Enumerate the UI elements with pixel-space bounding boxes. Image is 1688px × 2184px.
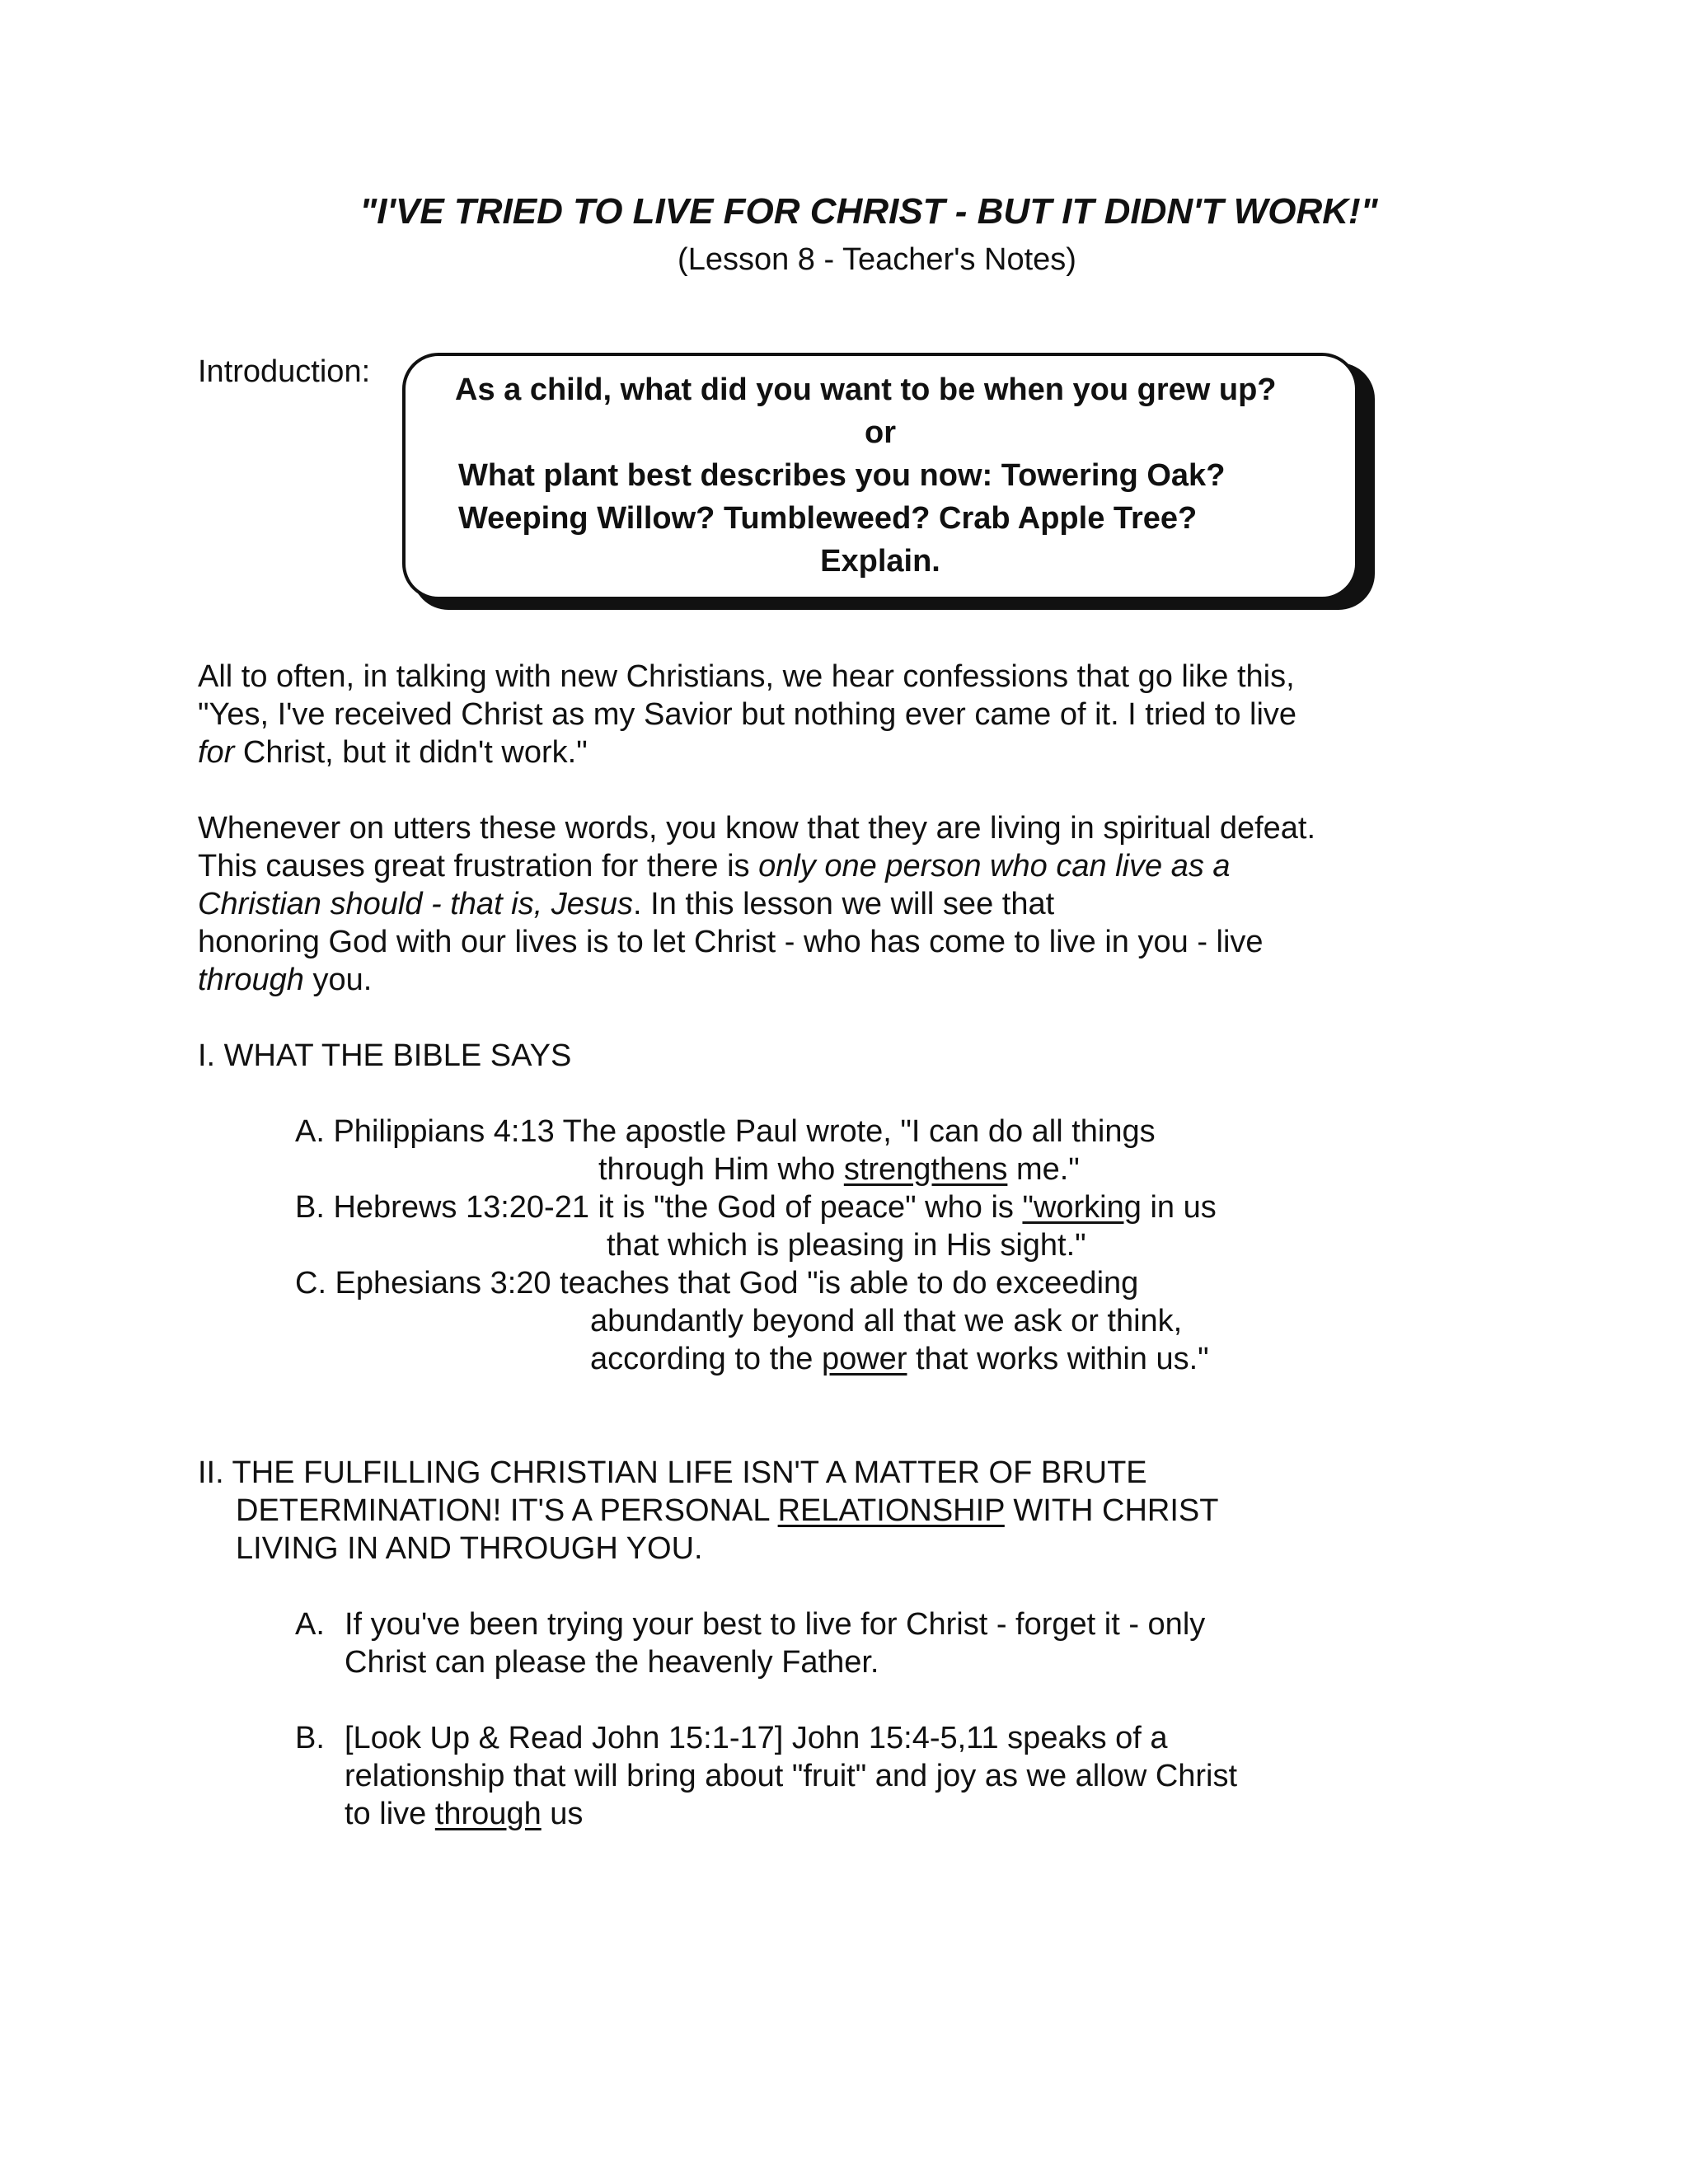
strengthens-underlined: strengthens [843, 1152, 1008, 1187]
section-2-heading-line-1: II. THE FULFILLING CHRISTIAN LIFE ISN'T A MATTER OF BRUTE [198, 1455, 1147, 1490]
relationship-underlined: RELATIONSHIP [777, 1493, 1005, 1528]
through-underlined: through [434, 1797, 542, 1831]
section-2-heading-line-2-pre: DETERMINATION! IT'S A PERSONAL [236, 1493, 778, 1528]
section-1-item-a-line-1: A. Philippians 4:13 The apostle Paul wrote, "I can do all things [295, 1114, 1156, 1149]
section-2-item-b-line-3-post: us [541, 1797, 584, 1831]
section-2-heading-line-2 [236, 1493, 1218, 1529]
section-1-item-c-line-1: C. Ephesians 3:20 teaches that God "is able to do exceeding [295, 1266, 1139, 1301]
section-2-item-b-line-3 [345, 1797, 583, 1832]
para2-line-2-italic: only one person who can live as a [758, 849, 1231, 883]
page-title: "I'VE TRIED TO LIVE FOR CHRIST - BUT IT DIDN'T WORK!" [359, 191, 1378, 232]
section-2-item-b-line-3-pre: to live [345, 1797, 435, 1831]
power-underlined: power [821, 1342, 907, 1376]
callout-line-1: As a child, what did you want to be when you grew up? [455, 373, 1277, 407]
para2-line-3-rest: . In this lesson we will see that [633, 887, 1055, 921]
section-1-item-b-line-2: that which is pleasing in His sight." [607, 1228, 1086, 1263]
callout-line-2: or [865, 415, 896, 450]
callout-line-5: Explain. [820, 544, 940, 579]
para2-line-2 [198, 849, 1231, 884]
para2-line-1: Whenever on utters these words, you know that they are living in spiritual defeat. [198, 811, 1316, 846]
section-1-item-b-line-1 [295, 1190, 1217, 1226]
section-2-item-b-line-2: relationship that will bring about "fruit" and joy as we allow Christ [345, 1759, 1238, 1793]
section-1-item-a-line-2-post: me." [1007, 1152, 1080, 1187]
section-1-item-c-line-3-pre: according to the [590, 1342, 822, 1376]
introduction-label: Introduction: [198, 354, 371, 389]
section-1-item-c-line-2: abundantly beyond all that we ask or think, [590, 1304, 1183, 1338]
section-1-item-c-line-3 [590, 1342, 1209, 1377]
para2-line-3-italic: Christian should - that is, Jesus [198, 887, 634, 921]
section-1-heading: I. WHAT THE BIBLE SAYS [198, 1038, 572, 1073]
para1-line-2: "Yes, I've received Christ as my Savior but nothing ever came of it. I tried to live [198, 697, 1297, 732]
introduction-callout-box [402, 353, 1358, 600]
callout-line-3: What plant best describes you now: Towering Oak? [458, 458, 1226, 493]
para1-line-1: All to often, in talking with new Christians, we hear confessions that go like this, [198, 659, 1295, 694]
section-1-item-a-line-2 [598, 1152, 1080, 1188]
section-2-item-a-line-1: If you've been trying your best to live for Christ - forget it - only [345, 1607, 1206, 1642]
section-1-item-b-line-1-post: in us [1141, 1190, 1217, 1225]
para2-line-3 [198, 887, 1054, 922]
para2-through-italic: through [198, 963, 304, 997]
para1-for-italic: for [198, 735, 235, 770]
section-1-item-b-line-1-pre: B. Hebrews 13:20-21 it is "the God of peace" who is [295, 1190, 1023, 1225]
section-2-item-a-line-2: Christ can please the heavenly Father. [345, 1645, 879, 1680]
section-2-heading-line-2-post: WITH CHRIST [1004, 1493, 1219, 1528]
callout-line-4: Weeping Willow? Tumbleweed? Crab Apple Tree? [458, 501, 1198, 536]
para1-line-3-rest: Christ, but it didn't work." [234, 735, 588, 770]
para2-line-5 [198, 963, 372, 998]
para2-line-2-plain: This causes great frustration for there is [198, 849, 759, 883]
para1-line-3 [198, 735, 588, 771]
section-1-item-c-line-3-post: that works within us." [907, 1342, 1209, 1376]
section-2-heading-line-3: LIVING IN AND THROUGH YOU. [236, 1531, 703, 1566]
section-2-item-b-line-1: [Look Up & Read John 15:1-17] John 15:4-5,11 speaks of a [345, 1721, 1168, 1755]
page-subtitle: (Lesson 8 - Teacher's Notes) [678, 242, 1076, 277]
para2-line-4: honoring God with our lives is to let Christ - who has come to live in you - live [198, 925, 1264, 959]
working-underlined: "working [1022, 1190, 1142, 1225]
section-1-item-a-line-2-pre: through Him who [598, 1152, 844, 1187]
section-2-item-a-marker: A. [295, 1607, 325, 1642]
para2-line-5-rest: you. [303, 963, 373, 997]
section-2-item-b-marker: B. [295, 1721, 325, 1755]
